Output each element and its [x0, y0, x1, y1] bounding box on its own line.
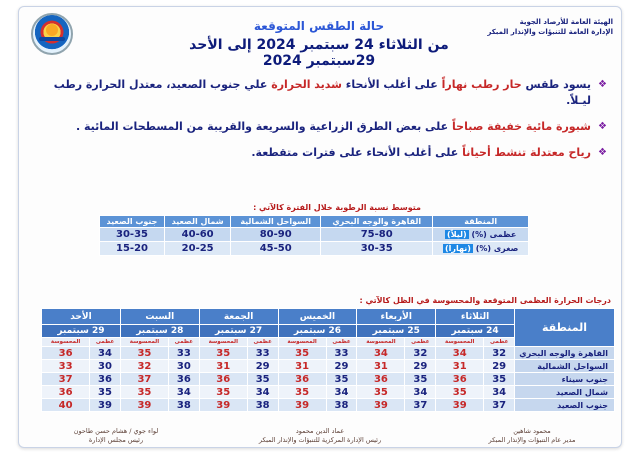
max-sub-header: عظمى [90, 338, 121, 347]
humidity-title: متوسط نسبة الرطوبة خلال الفترة كالآتي : [253, 203, 421, 212]
region-cell: جنوب سيناء [515, 373, 615, 386]
signature-role: رئيس الإدارة المركزية للتنبؤات والإنذار المبكر [258, 436, 382, 444]
feel-temp-cell: 36 [42, 386, 90, 399]
day-header: الخميس [278, 309, 357, 325]
max-temp-cell: 29 [405, 360, 436, 373]
max-temp-cell: 38 [326, 399, 357, 412]
feel-temp-cell: 35 [278, 386, 326, 399]
feel-temp-cell: 34 [436, 347, 484, 360]
feel-temp-cell: 35 [120, 347, 168, 360]
feel-sub-header: المحسوسة [278, 338, 326, 347]
max-temp-cell: 39 [90, 399, 121, 412]
humidity-row-label [433, 228, 529, 242]
max-sub-header: عظمى [326, 338, 357, 347]
feel-temp-cell: 31 [357, 360, 405, 373]
feel-temp-cell: 36 [42, 347, 90, 360]
table-row [42, 347, 615, 360]
feel-sub-header: المحسوسة [357, 338, 405, 347]
day-header: الأحد [42, 309, 121, 325]
signature-role: مدير عام التنبؤات والإنذار المبكر [488, 436, 576, 444]
max-temp-cell: 32 [405, 347, 436, 360]
humidity-cell: 80-90 [231, 228, 321, 242]
temperature-title: درجات الحرارة العظمى المتوقعة والمحسوسة في الظل كالآتي : [359, 296, 611, 305]
feel-temp-cell: 31 [436, 360, 484, 373]
date-header: 29 سبتمبر [42, 325, 121, 338]
max-sub-header: عظمى [484, 338, 515, 347]
signature-block [41, 427, 191, 445]
feel-temp-cell: 31 [278, 360, 326, 373]
humidity-cell: 30-35 [100, 228, 165, 242]
date-header: 25 سبتمبر [357, 325, 436, 338]
day-header: الأربعاء [357, 309, 436, 325]
bullet-item [47, 77, 607, 109]
table-row [100, 228, 529, 242]
feel-temp-cell: 37 [120, 373, 168, 386]
humidity-col-header: شمال الصعيد [165, 216, 231, 228]
max-temp-cell: 29 [247, 360, 278, 373]
max-temp-cell: 34 [484, 386, 515, 399]
humidity-col-header: السواحل الشمالية [231, 216, 321, 228]
row-label-text: عظمى (%) [471, 230, 517, 239]
max-temp-cell: 37 [484, 399, 515, 412]
bullet-text: على أغلب الأنحاء على فترات متقطعة. [251, 146, 463, 159]
region-cell: جنوب الصعيد [515, 399, 615, 412]
feel-temp-cell: 35 [278, 347, 326, 360]
signature-block [245, 427, 395, 445]
diamond-bullet-icon: ❖ [598, 79, 607, 90]
table-row [42, 386, 615, 399]
humidity-cell: 20-25 [165, 242, 231, 256]
humidity-cell: 15-20 [100, 242, 165, 256]
org-line-1: الهيئة العامة للأرصاد الجوية [519, 18, 613, 26]
feel-temp-cell: 35 [120, 386, 168, 399]
max-sub-header: عظمى [169, 338, 200, 347]
signature-block [457, 427, 607, 445]
meteorology-logo-icon [31, 13, 73, 55]
bullet-highlight: شبورة مائية خفيفة صباحاً [452, 120, 591, 133]
max-temp-cell: 35 [90, 386, 121, 399]
table-row [42, 360, 615, 373]
max-sub-header: عظمى [247, 338, 278, 347]
feel-temp-cell: 35 [199, 386, 247, 399]
bullet-text: على أغلب الأنحاء [341, 78, 442, 91]
temperature-region-header: المنطقة [515, 309, 615, 347]
feel-sub-header: المحسوسة [120, 338, 168, 347]
max-temp-cell: 32 [484, 347, 515, 360]
feel-temp-cell: 39 [357, 399, 405, 412]
page-subtitle: من الثلاثاء 24 سبتمبر 2024 إلى الأحد 29سبتمبر 2024 [189, 37, 449, 69]
feel-temp-cell: 39 [436, 399, 484, 412]
humidity-table [99, 215, 529, 256]
feel-temp-cell: 33 [42, 360, 90, 373]
humidity-cell: 30-35 [321, 242, 433, 256]
bullet-highlight: حار رطب نهاراً [441, 78, 522, 91]
table-row [42, 373, 615, 386]
organization-name [453, 17, 613, 37]
max-temp-cell: 29 [326, 360, 357, 373]
feel-temp-cell: 36 [278, 373, 326, 386]
feel-sub-header: المحسوسة [42, 338, 90, 347]
feel-temp-cell: 31 [199, 360, 247, 373]
logo-wave [39, 37, 65, 41]
bullet-item [47, 145, 607, 161]
max-temp-cell: 33 [247, 347, 278, 360]
humidity-region-header: المنطقة [433, 216, 529, 228]
feel-sub-header: المحسوسة [199, 338, 247, 347]
max-temp-cell: 35 [484, 373, 515, 386]
table-row [42, 399, 615, 412]
humidity-col-header: القاهرة والوجه البحري [321, 216, 433, 228]
max-temp-cell: 33 [326, 347, 357, 360]
humidity-cell: 40-60 [165, 228, 231, 242]
title-block [169, 19, 469, 69]
max-temp-cell: 30 [169, 360, 200, 373]
max-temp-cell: 34 [169, 386, 200, 399]
temperature-table [41, 308, 615, 412]
feel-temp-cell: 39 [199, 399, 247, 412]
day-header: الثلاثاء [436, 309, 515, 325]
row-label-text: صغرى (%) [475, 244, 519, 253]
feel-temp-cell: 34 [357, 347, 405, 360]
table-row [100, 242, 529, 256]
feel-temp-cell: 35 [436, 386, 484, 399]
max-temp-cell: 34 [90, 347, 121, 360]
max-temp-cell: 38 [169, 399, 200, 412]
max-temp-cell: 35 [326, 373, 357, 386]
max-temp-cell: 35 [247, 373, 278, 386]
signature-name: عماد الدين محمود [295, 427, 345, 435]
humidity-row-label [433, 242, 529, 256]
feel-temp-cell: 39 [278, 399, 326, 412]
date-header: 26 سبتمبر [278, 325, 357, 338]
max-temp-cell: 30 [90, 360, 121, 373]
humidity-cell: 45-50 [231, 242, 321, 256]
date-header: 27 سبتمبر [199, 325, 278, 338]
max-temp-cell: 35 [405, 373, 436, 386]
bullet-highlight: رياح معتدلة تنشط أحياناً [462, 146, 591, 159]
bullet-text: علي جنوب الصعيد، معتدل الحرارة رطب ليـلاً. [53, 78, 591, 107]
max-temp-cell: 29 [484, 360, 515, 373]
bullet-text: على بعض الطرق الزراعية والسريعة والقريبة من المسطحات المائية . [75, 120, 453, 133]
humidity-cell: 75-80 [321, 228, 433, 242]
feel-temp-cell: 35 [357, 386, 405, 399]
bullet-highlight: شديد الحرارة [271, 78, 342, 91]
max-temp-cell: 37 [405, 399, 436, 412]
day-header: السبت [120, 309, 199, 325]
bullet-item [47, 119, 607, 135]
feel-temp-cell: 32 [120, 360, 168, 373]
day-header: الجمعة [199, 309, 278, 325]
feel-temp-cell: 36 [436, 373, 484, 386]
region-cell: شمال الصعيد [515, 386, 615, 399]
page-title: حالة الطقس المتوقعة [253, 19, 385, 33]
row-label-tag: (نهاراً) [444, 244, 471, 253]
max-temp-cell: 36 [90, 373, 121, 386]
feel-temp-cell: 39 [120, 399, 168, 412]
feel-temp-cell: 36 [199, 373, 247, 386]
date-header: 24 سبتمبر [436, 325, 515, 338]
region-cell: السواحل الشمالية [515, 360, 615, 373]
signature-name: لواء جوي / هشام حسن طاحون [73, 427, 159, 435]
region-cell: القاهرة والوجه البحري [515, 347, 615, 360]
date-header: 28 سبتمبر [120, 325, 199, 338]
feel-temp-cell: 37 [42, 373, 90, 386]
org-line-2: الإدارة العامة للتنبؤات والإنذار المبكر [487, 28, 613, 36]
diamond-bullet-icon: ❖ [598, 147, 607, 158]
feel-temp-cell: 40 [42, 399, 90, 412]
feel-temp-cell: 36 [357, 373, 405, 386]
feel-sub-header: المحسوسة [436, 338, 484, 347]
logo-sun [46, 24, 58, 36]
signature-name: محمود شاهين [513, 427, 551, 435]
max-temp-cell: 38 [247, 399, 278, 412]
day-header-row [42, 309, 615, 325]
max-temp-cell: 34 [405, 386, 436, 399]
diamond-bullet-icon: ❖ [598, 121, 607, 132]
forecast-bullets [47, 77, 607, 171]
signature-role: رئيس مجلس الإدارة [88, 436, 144, 444]
humidity-col-header: جنوب الصعيد [100, 216, 165, 228]
max-temp-cell: 36 [169, 373, 200, 386]
forecast-sheet [18, 6, 622, 448]
bullet-text: يسود طقس [521, 78, 591, 91]
max-temp-cell: 34 [247, 386, 278, 399]
max-temp-cell: 34 [326, 386, 357, 399]
max-sub-header: عظمى [405, 338, 436, 347]
row-label-tag: (ليلاً) [447, 230, 467, 239]
feel-temp-cell: 35 [199, 347, 247, 360]
max-temp-cell: 33 [169, 347, 200, 360]
